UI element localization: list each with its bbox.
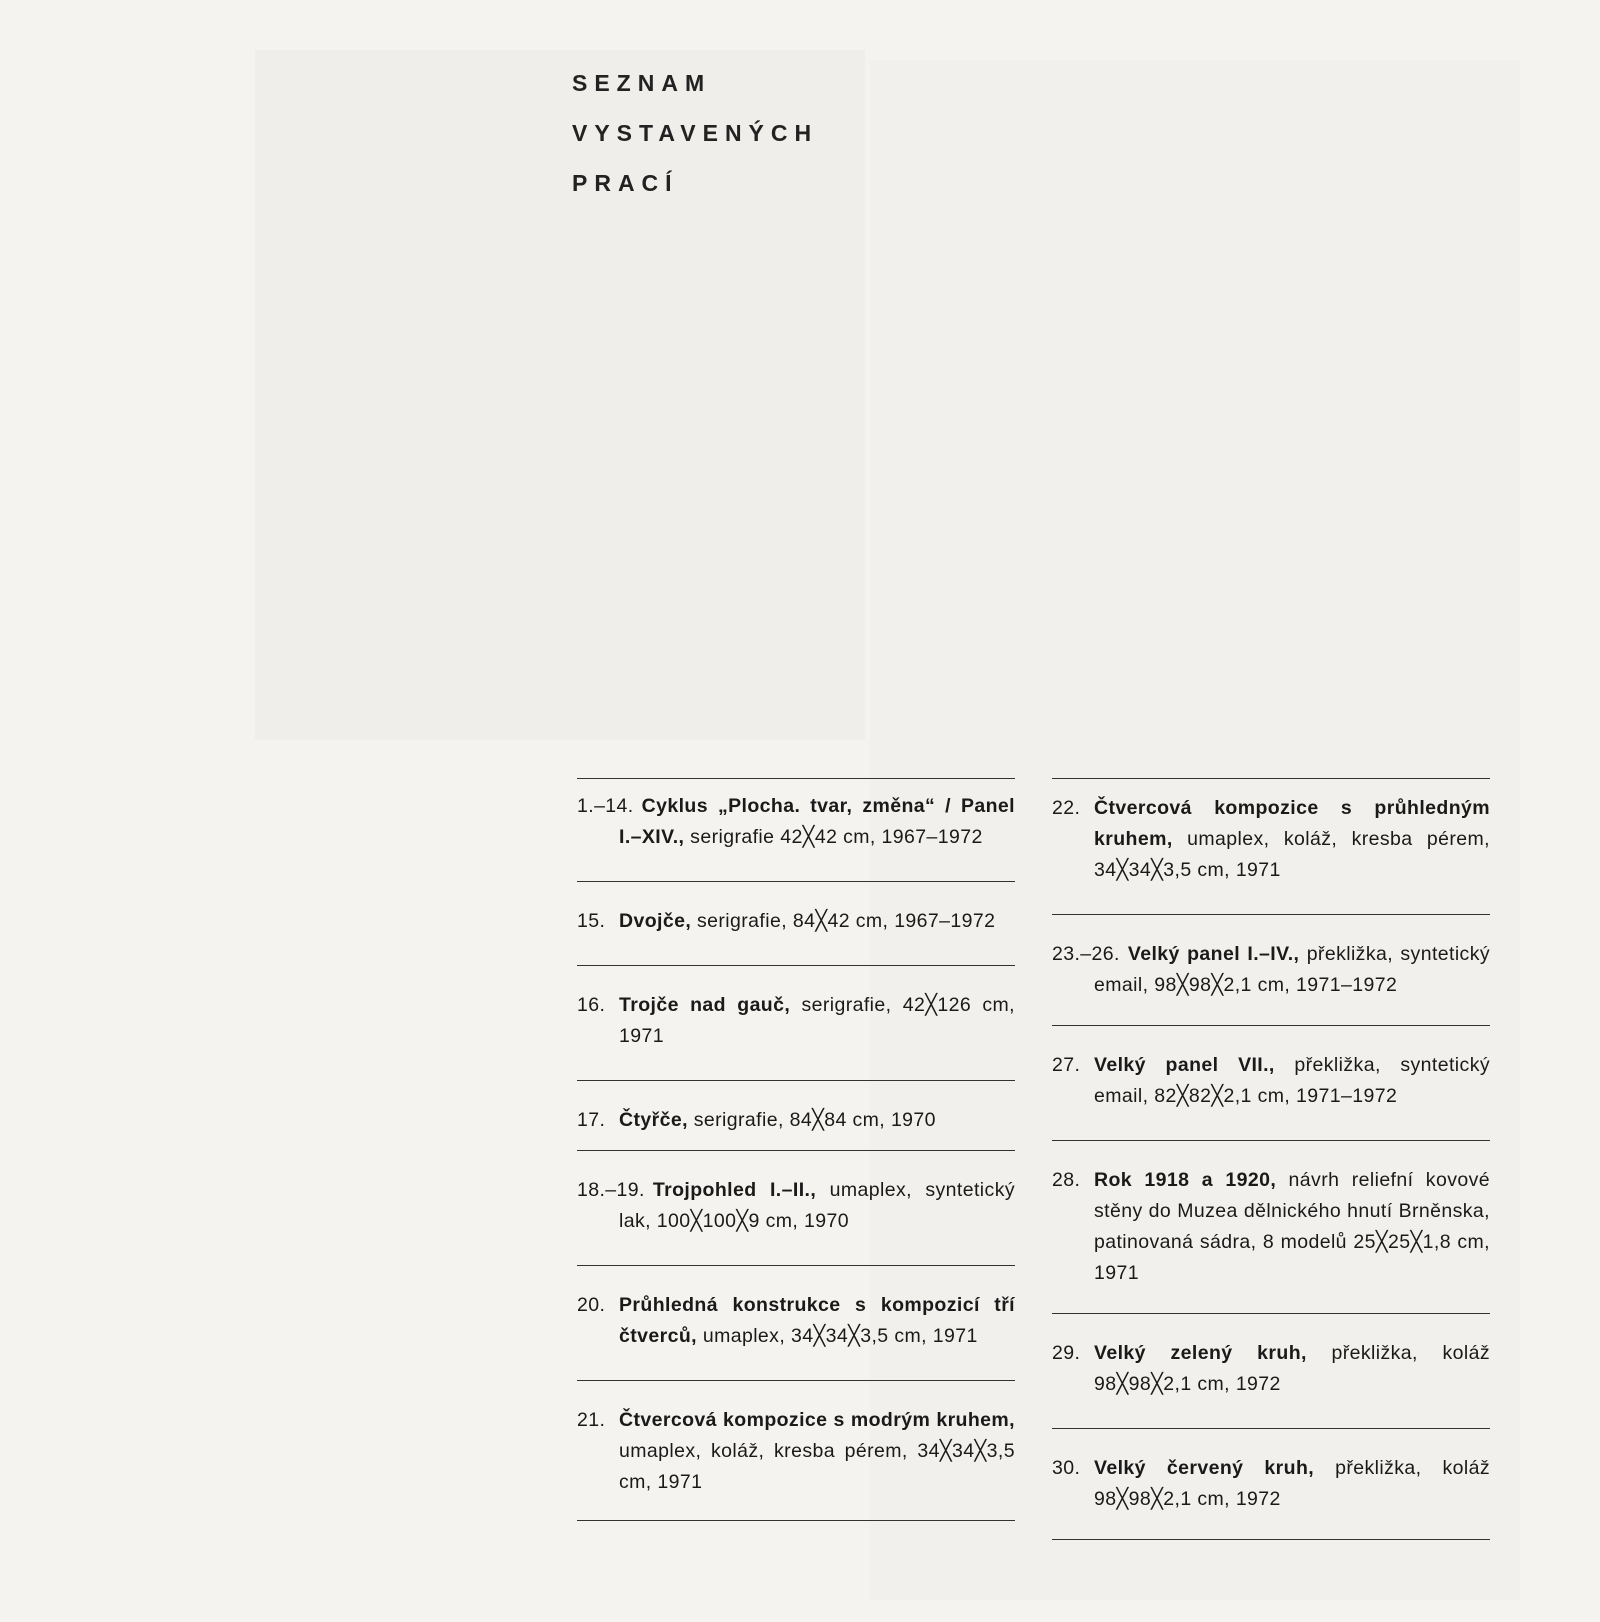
- list-item: [1052, 1165, 1490, 1289]
- right-column-rule: [1052, 1025, 1490, 1026]
- item-number: 15.: [577, 910, 606, 932]
- work-details: serigrafie, 42╳126 cm, 1971: [619, 994, 1015, 1047]
- item-number: 28.: [1052, 1169, 1081, 1191]
- list-item: [577, 1105, 1015, 1136]
- item-number: 21.: [577, 1409, 606, 1431]
- item-number: 17.: [577, 1109, 606, 1131]
- work-title: Čtvercová kompozice s modrým kruhem,: [619, 1409, 1015, 1431]
- list-item: [577, 1175, 1015, 1237]
- work-details: umaplex, koláž, kresba pérem, 34╳34╳3,5 cm, 1971: [619, 1440, 1015, 1493]
- list-item: [1052, 793, 1490, 886]
- work-title: Velký červený kruh,: [1094, 1457, 1315, 1479]
- work-title: Dvojče,: [619, 910, 692, 932]
- item-number: 20.: [577, 1294, 606, 1316]
- list-item: [1052, 1338, 1490, 1400]
- works-list-right: [1052, 778, 1490, 1540]
- item-number: 22.: [1052, 797, 1081, 819]
- right-column-rule: [1052, 1140, 1490, 1141]
- left-column-rule: [577, 881, 1015, 882]
- right-column-rule: [1052, 914, 1490, 915]
- work-details: serigrafie, 84╳42 cm, 1967–1972: [691, 910, 996, 932]
- right-column-rule: [1052, 1313, 1490, 1314]
- work-details: umaplex, 34╳34╳3,5 cm, 1971: [697, 1325, 978, 1347]
- heading-line-3: PRACÍ: [572, 170, 679, 196]
- item-number: 1.–14.: [577, 795, 634, 817]
- work-title: Trojče nad gauč,: [619, 994, 791, 1016]
- left-column-rule: [577, 1520, 1015, 1521]
- heading-line-1: SEZNAM: [572, 70, 712, 96]
- work-details: umaplex, koláž, kresba pérem, 34╳34╳3,5 cm, 1971: [1094, 828, 1490, 881]
- list-item: [577, 906, 1015, 937]
- list-item: [1052, 939, 1490, 1001]
- work-title: Trojpohled I.–II.,: [652, 1179, 817, 1201]
- work-title: Velký zelený kruh,: [1094, 1342, 1307, 1364]
- list-item: [1052, 1453, 1490, 1515]
- work-title: Rok 1918 a 1920,: [1094, 1169, 1277, 1191]
- item-number: 16.: [577, 994, 606, 1016]
- heading-line-2: VYSTAVENÝCH: [572, 120, 819, 146]
- work-title: Čtvercová kompozice s průhledným kruhem,: [1094, 797, 1490, 850]
- work-title: Cyklus „Plocha. tvar, změna“ / Panel I.–XIV.,: [619, 795, 1015, 848]
- item-number: 30.: [1052, 1457, 1081, 1479]
- page-heading: [572, 58, 818, 208]
- list-item: [577, 990, 1015, 1052]
- work-details: překližka, koláž 98╳98╳2,1 cm, 1972: [1094, 1457, 1490, 1510]
- item-number: 27.: [1052, 1054, 1081, 1076]
- work-title: Čtyřče,: [619, 1109, 688, 1131]
- work-details: serigrafie 42╳42 cm, 1967–1972: [684, 826, 983, 848]
- work-details: překližka, syntetický email, 98╳98╳2,1 cm, 1971–1972: [1094, 943, 1491, 996]
- item-number: 23.–26.: [1052, 943, 1120, 965]
- left-column-rule: [577, 778, 1015, 779]
- left-column-rule: [577, 965, 1015, 966]
- item-number: 18.–19.: [577, 1179, 645, 1201]
- left-column-rule: [577, 1380, 1015, 1381]
- work-details: překližka, syntetický email, 82╳82╳2,1 cm, 1971–1972: [1094, 1054, 1490, 1107]
- left-column-rule: [577, 1080, 1015, 1081]
- works-list-left: [577, 778, 1015, 1521]
- work-title: Velký panel VII.,: [1094, 1054, 1275, 1076]
- left-column-rule: [577, 1150, 1015, 1151]
- right-column-rule: [1052, 1539, 1490, 1540]
- work-details: serigrafie, 84╳84 cm, 1970: [687, 1109, 936, 1131]
- work-details: překližka, koláž 98╳98╳2,1 cm, 1972: [1094, 1342, 1490, 1395]
- right-column-rule: [1052, 778, 1490, 779]
- list-item: [577, 1290, 1015, 1352]
- left-column-rule: [577, 1265, 1015, 1266]
- list-item: [577, 1405, 1015, 1498]
- work-title: Velký panel I.–IV.,: [1127, 943, 1300, 965]
- work-title: Průhledná konstrukce s kompozicí tří čtverců,: [619, 1294, 1015, 1347]
- item-number: 29.: [1052, 1342, 1081, 1364]
- list-item: [1052, 1050, 1490, 1112]
- work-details: umaplex, syntetický lak, 100╳100╳9 cm, 1970: [619, 1179, 1015, 1232]
- work-details: návrh reliefní kovové stěny do Muzea dělnického hnutí Brněnska, patinovaná sádra, 8 modelů 25╳25╳1,8 cm, 1971: [1094, 1169, 1490, 1284]
- right-column-rule: [1052, 1428, 1490, 1429]
- list-item: [577, 791, 1015, 853]
